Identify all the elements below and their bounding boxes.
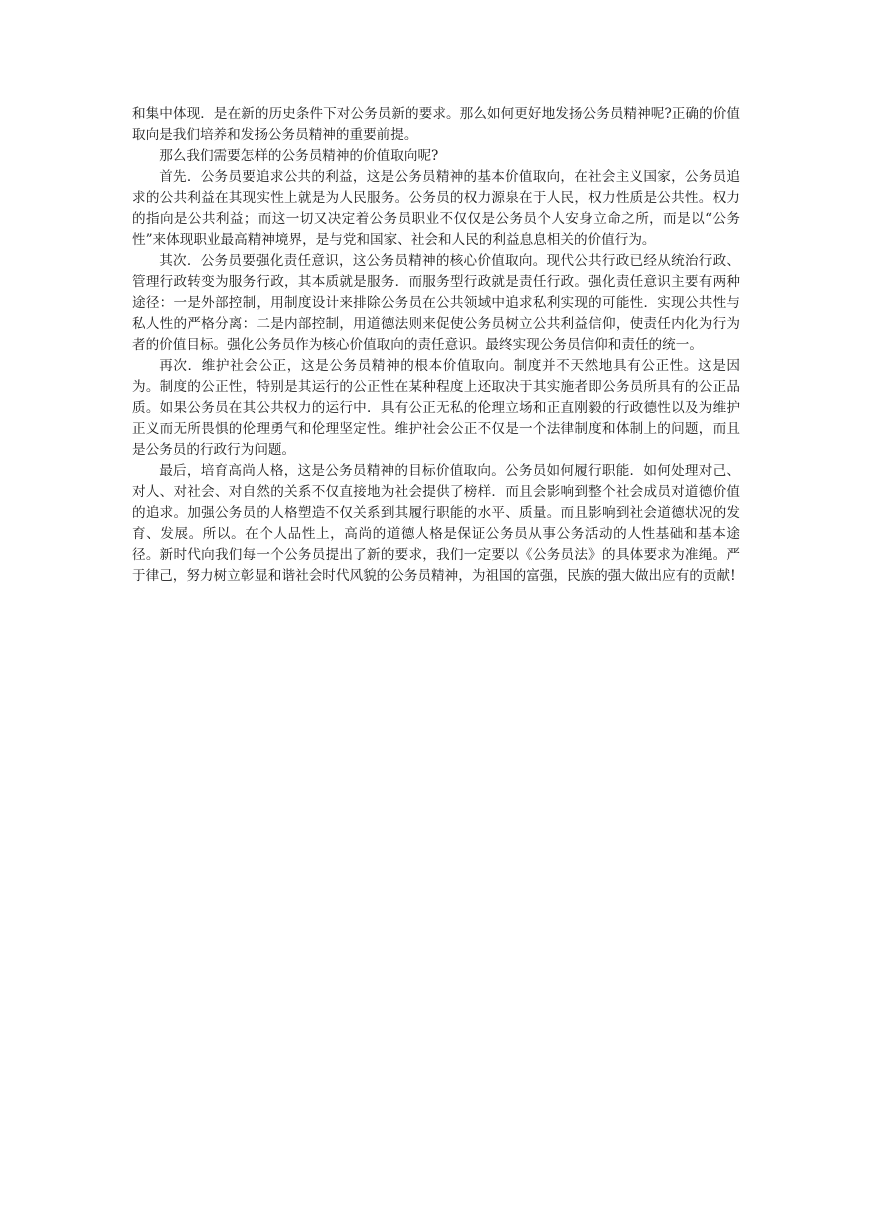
paragraph-3: 首先．公务员要追求公共的利益，这是公务员精神的基本价值取向，在社会主义国家，公务员追求的公共利益在其现实性上就是为人民服务。公务员的权力源泉在于人民，权力性质是公共性。权力的指向是公共利益；而这一切又决定着公务员职业不仅仅是公务员个人安身立命之所，而是以“公务性”来体现职业最高精神境界，是与党和国家、社会和人民的利益息息相关的价值行为。 (132, 169, 740, 248)
paragraph-2: 那么我们需要怎样的公务员精神的价值取向呢? (159, 148, 439, 164)
paragraph-5: 再次．维护社会公正，这是公务员精神的根本价值取向。制度并不天然地具有公正性。这是因为。制度的公正性，特别是其运行的公正性在某种程度上还取决于其实施者即公务员所具有的公正品质。如果公务员在其公共权力的运行中．具有公正无私的伦理立场和正直刚毅的行政德性以及为维护正义而无所畏惧的伦理勇气和伦理坚定性。维护社会公正不仅是一个法律制度和体制上的问题，而且是公务员的行政行为问题。 (132, 358, 740, 458)
paragraph-4: 其次．公务员要强化责任意识，这公务员精神的核心价值取向。现代公共行政已经从统治行政、管理行政转变为服务行政，其本质就是服务．而服务型行政就是责任行政。强化责任意识主要有两种途径：一是外部控制，用制度设计来排除公务员在公共领域中追求私利实现的可能性．实现公共性与私人性的严格分离：二是内部控制，用道德法则来促使公务员树立公共利益信仰，使责任内化为行为者的价值目标。强化公务员作为核心价值取向的责任意识。最终实现公务员信仰和责任的统一。 (132, 253, 740, 353)
paragraph-6: 最后，培育高尚人格，这是公务员精神的目标价值取向。公务员如何履行职能．如何处理对己、对人、对社会、对自然的关系不仅直接地为社会提供了榜样．而且会影响到整个社会成员对道德价值的追求。加强公务员的人格塑造不仅关系到其履行职能的水平、质量。而且影响到社会道德状况的发育、发展。所以。在个人品性上，高尚的道德人格是保证公务员从事公务活动的人性基础和基本途径。新时代向我们每一个公务员提出了新的要求，我们一定要以《公务员法》的具体要求为准绳。严于律己，努力树立彰显和谐社会时代风貌的公务员精神，为祖国的富强，民族的强大做出应有的贡献! (132, 463, 740, 584)
paragraph-1: 和集中体现．是在新的历史条件下对公务员新的要求。那么如何更好地发扬公务员精神呢?正确的价值取向是我们培养和发扬公务员精神的重要前提。 (132, 106, 740, 143)
document-page (132, 104, 740, 587)
